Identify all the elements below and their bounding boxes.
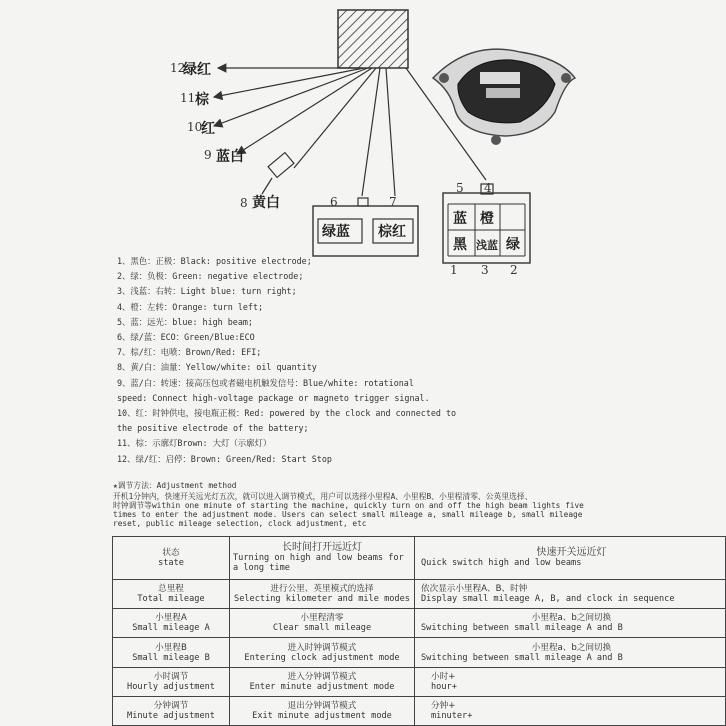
table-row [113, 580, 726, 609]
wire-8-label: 黄白 [252, 195, 280, 211]
row-long-cn: 进入分钟调节模式 [287, 671, 357, 682]
pin-4: 4 [484, 181, 492, 195]
connector-right-cell-6: 绿 [506, 237, 520, 253]
row-long-cn: 进入时钟调节模式 [287, 642, 357, 653]
row-long-cn: 退出分钟调节模式 [287, 700, 357, 711]
row-state-en: Hourly adjustment [127, 681, 215, 692]
row-state-en: Total mileage [137, 594, 205, 605]
adjustment-table [112, 536, 726, 726]
wire-10-label: 红 [201, 121, 215, 137]
pin-1: 1 [450, 263, 458, 277]
row-state-cn: 分钟调节 [153, 700, 189, 711]
row-quick-cn: 分钟+ [431, 700, 456, 711]
row-state-cn: 小里程A [155, 613, 187, 624]
row-quick-cn: 小里程a、b之间切换 [531, 642, 612, 653]
pin-6: 6 [330, 195, 338, 209]
method-line: 时钟调节等within one minute of starting the machine, quickly turn on and off the high beam lights five [113, 500, 584, 510]
pin-3: 3 [481, 263, 489, 277]
legend-item: 1、黑色：正极：Black: positive electrode; [117, 256, 312, 266]
connector-right-cell-5: 浅蓝 [476, 239, 498, 252]
table-row [113, 696, 726, 725]
header-state-cn: 状态 [162, 548, 180, 559]
row-state-en: Small mileage A [132, 623, 210, 634]
legend-item: 5、蓝：远光：blue: high beam; [117, 316, 253, 327]
legend-item: 9、蓝/白：转速：接高压包或者磁电机触发信号：Blue/white: rotational [117, 377, 414, 388]
source-block [338, 10, 408, 68]
wire-9-label: 蓝白 [216, 149, 244, 165]
legend-item: 8、黄/白：油量：Yellow/white: oil quantity [117, 362, 317, 373]
wire-10-num: 10 [187, 120, 203, 134]
row-long-cn: 小里程清零 [300, 613, 344, 624]
row-quick-en: Switching between small mileage A and B [421, 652, 623, 663]
row-quick-en: hour+ [431, 681, 457, 692]
row-long-en: Selecting kilometer and mile modes [234, 594, 410, 605]
wire-12-num: 12 [170, 61, 186, 75]
row-state-cn: 小里程B [155, 642, 187, 653]
adjustment-method [113, 482, 713, 529]
legend-item: 3、浅蓝：右转：Light blue: turn right; [117, 286, 297, 297]
wire-9-num: 9 [204, 148, 212, 162]
row-quick-en: minuter+ [431, 710, 473, 721]
row-quick-cn: 小时+ [431, 671, 456, 682]
row-state-en: Minute adjustment [127, 710, 215, 721]
row-long-en: Enter minute adjustment mode [249, 681, 395, 692]
pin-2: 2 [510, 263, 518, 277]
pin-7: 7 [389, 195, 397, 209]
table-row [113, 667, 726, 696]
connector-right-cell-2: 橙 [480, 211, 494, 227]
header-state-en: state [158, 558, 184, 569]
row-long-en: Entering clock adjustment mode [244, 652, 400, 663]
table-row [113, 638, 726, 667]
header-quick-en: Quick switch high and low beams [421, 558, 582, 569]
wire-11-label: 棕 [195, 92, 209, 108]
method-title: ★调节方法：Adjustment method [113, 481, 237, 490]
row-state-cn: 总里程 [158, 584, 184, 595]
header-long-cn: 长时间打开远近灯 [282, 542, 362, 554]
row-long-en: Clear small mileage [272, 623, 372, 634]
wire-8-num: 8 [240, 196, 248, 210]
header-quick-cn: 快速开关远近灯 [536, 547, 607, 559]
table-row [113, 609, 726, 638]
row-quick-cn: 依次显示小里程A、B、时钟 [421, 584, 528, 595]
connector-right-cell-1: 蓝 [453, 211, 467, 227]
legend-item: 11、棕：示廓灯Brown: 大灯（示廓灯） [117, 438, 272, 449]
row-long-en: Exit minute adjustment mode [252, 710, 392, 721]
table-header-row [113, 537, 726, 580]
legend-item: 12、绿/红：启停：Brown: Green/Red: Start Stop [117, 453, 332, 464]
row-quick-en: Display small mileage A, B, and clock in sequence [421, 594, 675, 605]
legend-item: 4、橙：左转：Orange: turn left; [117, 301, 264, 312]
legend-item: 6、绿/蓝：ECO：Green/Blue:ECO [117, 332, 255, 343]
legend-item: 7、棕/红：电喷：Brown/Red: EFI; [117, 347, 262, 358]
legend-item: 2、绿：负极：Green: negative electrode; [117, 271, 304, 282]
speedometer-icon [433, 49, 575, 145]
connector-right-cell-4: 黑 [453, 237, 467, 253]
wire-legend [117, 254, 697, 467]
legend-item: 10、红：时钟供电，接电瓶正极：Red: powered by the clock and connected to [117, 408, 457, 419]
wire-12-label: 绿红 [183, 62, 211, 78]
method-line: reset, public mileage selection, clock adjustment, etc [113, 518, 367, 528]
connector-left-cell-2: 棕红 [378, 224, 406, 240]
row-state-en: Small mileage B [132, 652, 210, 663]
legend-item: speed: Connect high-voltage package or magneto trigger signal. [117, 392, 430, 403]
row-quick-cn: 小里程a、b之间切换 [531, 613, 612, 624]
connector-left-cell-1: 绿蓝 [322, 224, 350, 240]
legend-item: the positive electrode of the battery; [117, 423, 309, 434]
row-long-cn: 进行公里、英里模式的选择 [270, 584, 374, 595]
row-quick-en: Switching between small mileage A and B [421, 623, 623, 634]
pin-5: 5 [456, 181, 464, 195]
method-line: 开机1分钟内，快速开关远光灯五次，就可以进入调节模式，用户可以选择小里程A、小里程B、小里程清零、公英里选择、 [113, 491, 533, 501]
header-long-en: Turning on high and low beams for a long time [233, 553, 404, 574]
method-line: times to enter the adjustment mode. Users can select small mileage a, small mileage b, small mileage [113, 509, 583, 519]
row-state-cn: 小时调节 [153, 671, 189, 682]
wire-11-num: 11 [180, 91, 196, 105]
